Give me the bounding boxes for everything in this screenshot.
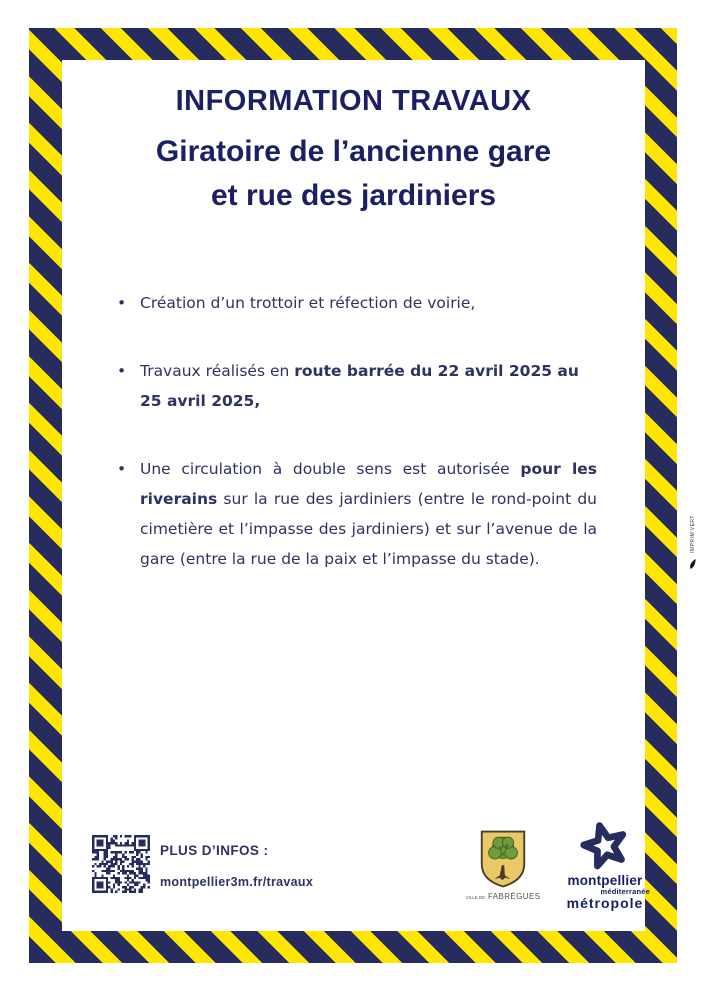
fabregues-caption	[460, 892, 546, 901]
poster-subtitle-line1: Giratoire de l’ancienne gare	[155, 135, 552, 168]
more-info-block	[160, 843, 313, 889]
fabregues-caption-name: FABRÈGUES	[487, 892, 541, 901]
title-block	[62, 60, 645, 218]
poster-content	[62, 60, 650, 931]
metropole-star-icon	[574, 817, 636, 873]
fabregues-caption-small: VILLE DE	[465, 895, 486, 900]
poster-title: INFORMATION TRAVAUX	[175, 85, 532, 117]
more-info-label: PLUS D’INFOS :	[160, 843, 269, 858]
qr-code	[92, 835, 150, 893]
metropole-logo	[550, 817, 660, 910]
leaf-icon	[689, 559, 697, 570]
eco-print-label	[686, 515, 700, 570]
travaux-url: montpellier3m.fr/travaux	[160, 875, 314, 889]
bullet-list	[115, 288, 597, 574]
bullet-item-1: • Création d’un trottoir et réfection de voirie,	[115, 288, 597, 318]
bullet-item-3: • Une circulation à double sens est autorisée pour les riverains sur la rue des jardiniers (entre le rond-point du cimetière et l’impasse des jardiniers) et sur l’avenue de la gare (entre la rue de la paix et l’impasse du stade).	[115, 454, 597, 574]
metropole-name-line1: montpellier	[567, 873, 643, 888]
metropole-name-line3: métropole	[566, 895, 644, 911]
bullet-item-2: • Travaux réalisés en route barrée du 22 avril 2025 au 25 avril 2025,	[115, 356, 597, 416]
poster-footer	[92, 827, 650, 919]
fabregues-logo	[460, 829, 546, 901]
poster-subtitle-line2: et rue des jardiniers	[210, 179, 497, 212]
eco-print-text: IMPRIM’VERT	[690, 515, 696, 553]
fabregues-shield-icon	[478, 829, 528, 889]
metropole-name-line2: méditerranée	[600, 887, 650, 896]
